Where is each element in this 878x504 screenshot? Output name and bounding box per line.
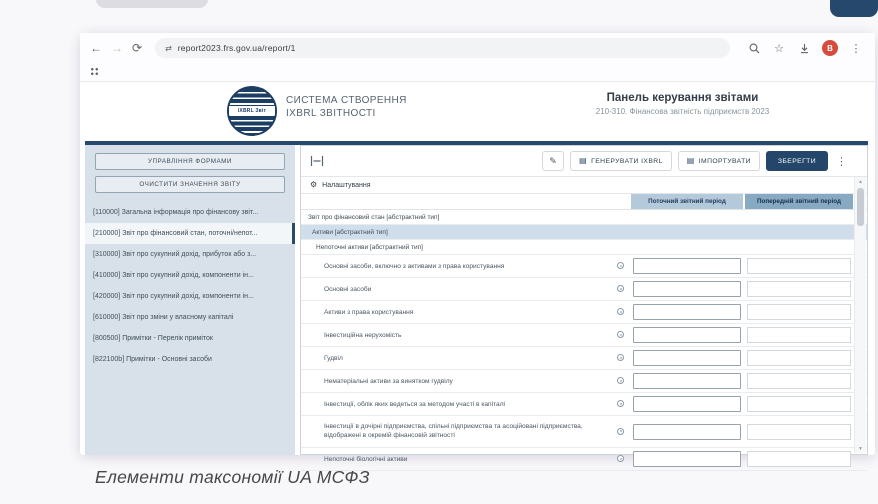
scrollbar-thumb[interactable] bbox=[857, 188, 864, 226]
document-icon: ▤ bbox=[686, 156, 695, 165]
import-label: ІМПОРТУВАТИ bbox=[698, 157, 751, 165]
settings-label: Налаштування bbox=[322, 181, 371, 189]
current-period-input[interactable] bbox=[633, 304, 741, 320]
brand-line1: СИСТЕМА СТВОРЕННЯ bbox=[286, 95, 407, 106]
refresh-icon[interactable]: ⟳ bbox=[132, 41, 143, 55]
fit-width-glyph bbox=[310, 156, 324, 166]
forms-sidebar bbox=[85, 145, 295, 455]
slide-caption: Елементи таксономії UA МСФЗ bbox=[95, 467, 370, 487]
previous-period-input[interactable] bbox=[747, 396, 851, 412]
row-label: Інвестиції, облік яких ведеться за методом участі в капіталі bbox=[324, 400, 506, 408]
gear-icon: ⚙ bbox=[310, 180, 318, 189]
brand-title bbox=[286, 94, 407, 120]
pencil-icon: ✎ bbox=[549, 155, 558, 166]
current-period-input[interactable] bbox=[633, 350, 741, 366]
table-row bbox=[301, 301, 867, 324]
generate-ixbrl-button[interactable] bbox=[570, 151, 672, 171]
current-period-input[interactable] bbox=[633, 327, 741, 343]
edit-button[interactable] bbox=[542, 151, 564, 171]
slide-decoration-pill bbox=[96, 0, 208, 8]
previous-period-input[interactable] bbox=[747, 373, 851, 389]
current-period-input[interactable] bbox=[633, 373, 741, 389]
row-option-radio[interactable] bbox=[617, 308, 624, 315]
sidebar-form-item[interactable]: [822100b] Примітки - Основні засоби bbox=[93, 356, 212, 363]
table-row bbox=[301, 278, 867, 301]
row-label: Непоточні біологічні активи bbox=[324, 455, 408, 463]
app-header bbox=[80, 82, 875, 142]
row-label: Основні засоби bbox=[324, 285, 372, 293]
vertical-scrollbar[interactable] bbox=[854, 177, 866, 453]
previous-period-input[interactable] bbox=[747, 327, 851, 343]
browser-menu-icon[interactable]: ⋮ bbox=[850, 42, 862, 55]
table-row bbox=[301, 347, 867, 370]
logo-text: iXBRL Звіт bbox=[237, 107, 267, 114]
row-label: Активи з права користування bbox=[324, 308, 414, 316]
previous-period-input[interactable] bbox=[747, 451, 851, 467]
table-row bbox=[301, 210, 867, 225]
sidebar-form-item[interactable]: [800500] Примітки - Перелік приміток bbox=[93, 335, 213, 342]
zoom-icon[interactable] bbox=[747, 41, 761, 55]
current-period-input[interactable] bbox=[633, 281, 741, 297]
previous-period-input[interactable] bbox=[747, 258, 851, 274]
download-icon[interactable] bbox=[797, 41, 811, 55]
previous-period-input[interactable] bbox=[747, 424, 851, 440]
browser-window bbox=[80, 33, 875, 463]
bookmark-star-icon[interactable]: ☆ bbox=[774, 42, 784, 55]
table-row bbox=[301, 370, 867, 393]
column-header-current-period: Поточний звітний період bbox=[631, 194, 743, 209]
document-icon: ▤ bbox=[579, 156, 588, 165]
fit-width-icon[interactable] bbox=[310, 156, 324, 166]
table-row bbox=[301, 255, 867, 278]
row-option-radio[interactable] bbox=[617, 455, 624, 462]
row-option-radio[interactable] bbox=[617, 285, 624, 292]
generate-ixbrl-label: ГЕНЕРУВАТИ IXBRL bbox=[591, 157, 663, 165]
row-label: Нематеріальні активи за винятком гудвілу bbox=[324, 377, 453, 385]
table-row bbox=[301, 225, 867, 240]
page-subtitle: 210-310. Фінансова звітність підприємств 2023 bbox=[595, 107, 770, 116]
site-info-icon[interactable]: ⇄ bbox=[165, 43, 172, 53]
sidebar-form-item[interactable]: [310000] Звіт про сукупний дохід, прибуток або з... bbox=[93, 251, 257, 258]
url-text: report2023.frs.gov.ua/report/1 bbox=[177, 43, 296, 53]
previous-period-input[interactable] bbox=[747, 304, 851, 320]
report-panel bbox=[300, 145, 868, 463]
row-label: Активи [абстрактний тип] bbox=[312, 228, 388, 236]
sidebar-form-item[interactable]: [610000] Звіт про зміни у власному капіталі bbox=[93, 314, 234, 321]
table-row bbox=[301, 416, 867, 448]
row-option-radio[interactable] bbox=[617, 377, 624, 384]
column-header-previous-period: Попередній звітний період bbox=[745, 194, 853, 209]
table-row bbox=[301, 240, 867, 255]
row-option-radio[interactable] bbox=[617, 428, 624, 435]
table-row bbox=[301, 324, 867, 347]
import-button[interactable] bbox=[678, 151, 760, 171]
table-header-row bbox=[301, 194, 867, 210]
profile-avatar[interactable]: B bbox=[822, 40, 838, 56]
manage-forms-button[interactable]: УПРАВЛІННЯ ФОРМАМИ bbox=[95, 153, 285, 170]
current-period-input[interactable] bbox=[633, 451, 741, 467]
current-period-input[interactable] bbox=[633, 424, 741, 440]
slide-decoration-navy bbox=[830, 0, 878, 17]
report-table-rows bbox=[301, 210, 867, 463]
row-option-radio[interactable] bbox=[617, 331, 624, 338]
row-label: Основні засоби, включно з активами з права користування bbox=[324, 262, 505, 270]
row-label: Інвестиції в дочірні підприємства, спільні підприємства та асоційовані підприємства, відображені в окремій фінансовій звітності bbox=[324, 422, 583, 439]
sidebar-form-item[interactable]: [210000] Звіт про фінансовий стан, поточні/непот... bbox=[85, 223, 295, 244]
download-glyph bbox=[799, 43, 810, 54]
row-label: Непоточні активи [абстрактний тип] bbox=[316, 243, 423, 251]
scroll-down-icon[interactable]: ▼ bbox=[858, 445, 863, 452]
brand-line2: IXBRL ЗВІТНОСТІ bbox=[286, 108, 376, 119]
sidebar-form-item[interactable]: [410000] Звіт про сукупний дохід, компоненти ін... bbox=[93, 272, 254, 279]
forms-list bbox=[85, 202, 295, 370]
clear-report-values-button[interactable]: ОЧИСТИТИ ЗНАЧЕННЯ ЗВІТУ bbox=[95, 176, 285, 193]
forward-icon[interactable]: → bbox=[111, 41, 123, 55]
row-label: Інвестиційна нерухомість bbox=[324, 331, 402, 339]
apps-grid-icon[interactable] bbox=[90, 67, 100, 77]
row-label: Звіт про фінансовий стан [абстрактний тип] bbox=[308, 213, 440, 221]
row-option-radio[interactable] bbox=[617, 354, 624, 361]
settings-section-header[interactable] bbox=[301, 177, 867, 194]
ixbrl-logo bbox=[227, 86, 277, 136]
address-bar[interactable] bbox=[155, 38, 730, 58]
row-label: Гудвіл bbox=[324, 354, 343, 362]
current-period-input[interactable] bbox=[633, 258, 741, 274]
previous-period-input[interactable] bbox=[747, 281, 851, 297]
row-option-radio[interactable] bbox=[617, 400, 624, 407]
browser-chrome bbox=[80, 33, 875, 82]
scroll-up-icon[interactable]: ▲ bbox=[858, 178, 863, 185]
table-row bbox=[301, 448, 867, 471]
more-options-icon[interactable]: ⋮ bbox=[836, 155, 847, 168]
row-option-radio[interactable] bbox=[617, 262, 624, 269]
table-row bbox=[301, 393, 867, 416]
report-toolbar bbox=[301, 146, 867, 177]
current-period-input[interactable] bbox=[633, 396, 741, 412]
sidebar-form-item[interactable]: [110000] Загальна інформація про фінансову звіт... bbox=[93, 209, 259, 216]
back-icon[interactable]: ← bbox=[90, 41, 102, 55]
previous-period-input[interactable] bbox=[747, 350, 851, 366]
page-title: Панель керування звітами bbox=[606, 92, 759, 104]
sidebar-form-item[interactable]: [420000] Звіт про сукупний дохід, компоненти ін... bbox=[93, 293, 254, 300]
save-button[interactable]: ЗБЕРЕГТИ bbox=[766, 151, 828, 171]
magnifier-glyph bbox=[749, 43, 760, 54]
